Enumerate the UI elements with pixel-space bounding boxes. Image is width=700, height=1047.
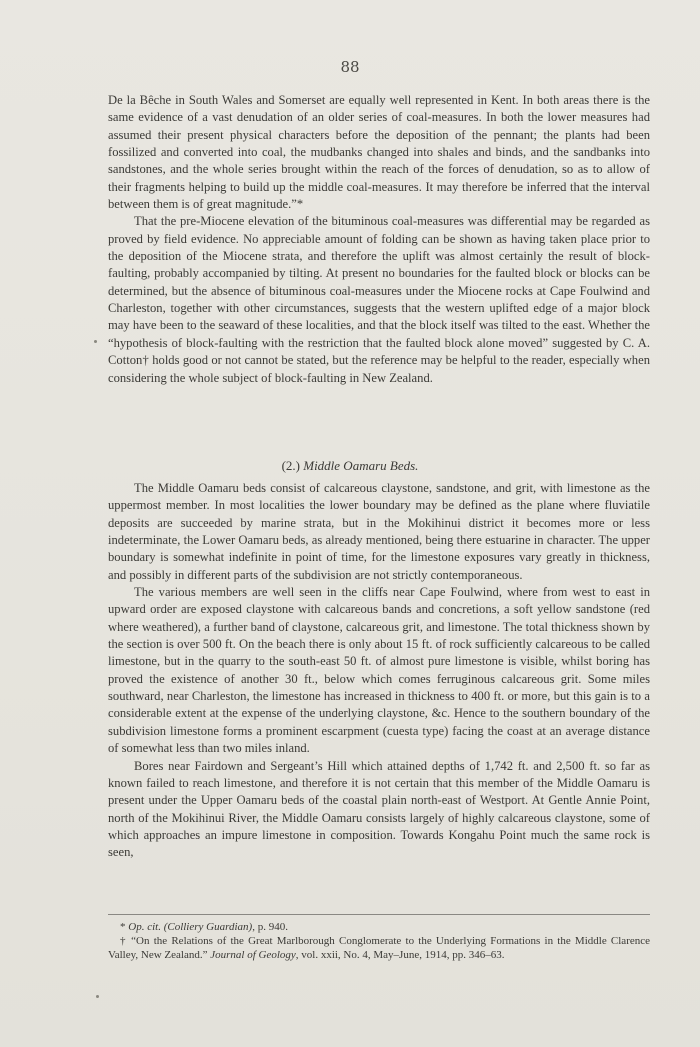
page-number: 88 [340, 58, 360, 76]
footnotes [108, 920, 650, 962]
paragraph: The various members are well seen in the cliffs near Cape Foulwind, where from west to east in upward order are exposed claystone with calcareous bands and concretions, a soft yellow sandstone (red where weathered), a further band of claystone, calcareous grit, and limestone. The total thickness shown by the section is over 500 ft. On the beach there is only about 15 ft. of rock sufficiently calcareous to be called limestone, but in the quarry to the south-east 50 ft. of almost pure limestone is visible, whilst boring has proved the existence of another 30 ft., below which comes ferruginous calcareous grit. Some miles southward, near Charleston, the limestone has increased in thickness to 400 ft. or more, but this gain is to a considerable extent at the expense of the underlying claystone, &c. Hence to the southern boundary of the subdivision limestone forms a prominent escarpment (cuesta type) facing the coast at an average distance of somewhat less than two miles inland. [108, 585, 650, 756]
footnote-journal: Journal of Geology [210, 949, 296, 961]
footnote-mark: * [120, 921, 129, 933]
footnote-text: , vol. xxii, No. 4, May–June, 1914, pp. 346–63. [295, 949, 505, 961]
section-title: Middle Oamaru Beds. [303, 458, 419, 473]
paragraph: De la Bêche in South Wales and Somerset are equally well represented in Kent. In both areas there is the same evidence of a vast denudation of an older series of coal-measures. In both the lower measures had assumed their present physical characters before the deposition of the pennant; the plants had been fossilized and converted into coal, the mudbanks changed into shales and binds, and the sandbanks into sandstones, and the whole series brought within the reach of the forces of denudation, so as to allow of their fragments helping to build up the middle coal-measures. It may therefore be inferred that the interval between them is of great magnitude.”* [108, 93, 650, 212]
paragraph: That the pre-Miocene elevation of the bituminous coal-measures was differential may be regarded as proved by field evidence. No appreciable amount of folding can be shown as having taken place prior to the deposition of the Miocene strata, and therefore the uplift was almost certainly the result of block-faulting, probably accompanied by tilting. At present no boundaries for the faulted block or blocks can be determined, but the absence of bituminous coal-measures under the Miocene rocks at Cape Foulwind and Charleston, together with other circumstances, suggests that the western uplifted edge of a major block may have been to the seaward of these localities, and that the block itself was tilted to the east. Whether the “hypothesis of block-faulting with the restriction that the faulted block alone moved” suggested by C. A. Cotton† holds good or not cannot be stated, but the reference may be helpful to the reader, especially when considering the whole subject of block-faulting in New Zealand. [108, 214, 650, 385]
section-heading [0, 458, 700, 474]
paper-speck [94, 340, 97, 343]
footnote-mark: † [120, 935, 132, 947]
footnote-text: “On the Relations of the Great Marlborough Conglomerate to the Underlying Formations in the Middle Clarence Valley, New Zealand.” [108, 935, 651, 961]
footnote-text: , p. 940. [252, 921, 288, 933]
footnote-divider [108, 914, 650, 915]
footnote [108, 920, 650, 934]
footnote [108, 934, 650, 962]
body-text-bottom [108, 480, 650, 862]
footnote-citation: Op. cit. (Colliery Guardian) [128, 921, 253, 933]
paragraph: Bores near Fairdown and Sergeant’s Hill which attained depths of 1,742 ft. and 2,500 ft. so far as known failed to reach limestone, and therefore it is not certain that this member of the Middle Oamaru is present under the Upper Oamaru beds of the coastal plain north-east of Westport. At Gentle Annie Point, north of the Mokihinui River, the Middle Oamaru consists largely of highly calcareous claystone, some of which approaches an impure limestone in composition. Towards Kongahu Point much the same rock is seen, [108, 758, 650, 860]
paper-speck [96, 995, 99, 998]
paragraph: The Middle Oamaru beds consist of calcareous claystone, sandstone, and grit, with limestone as the uppermost member. In most localities the lower boundary may be defined as the plane where fluviatile deposits are succeeded by marine strata, but in the Mokihinui district it becomes more or less indeterminate, the Lower Oamaru beds, as already mentioned, being there estuarine in character. The upper boundary is somewhat indefinite in point of time, for the limestone exposures vary greatly in thickness, and possibly in different parts of the subdivision are not strictly contemporaneous. [108, 481, 650, 582]
section-number: (2.) [281, 458, 300, 473]
body-text-top [108, 92, 650, 387]
